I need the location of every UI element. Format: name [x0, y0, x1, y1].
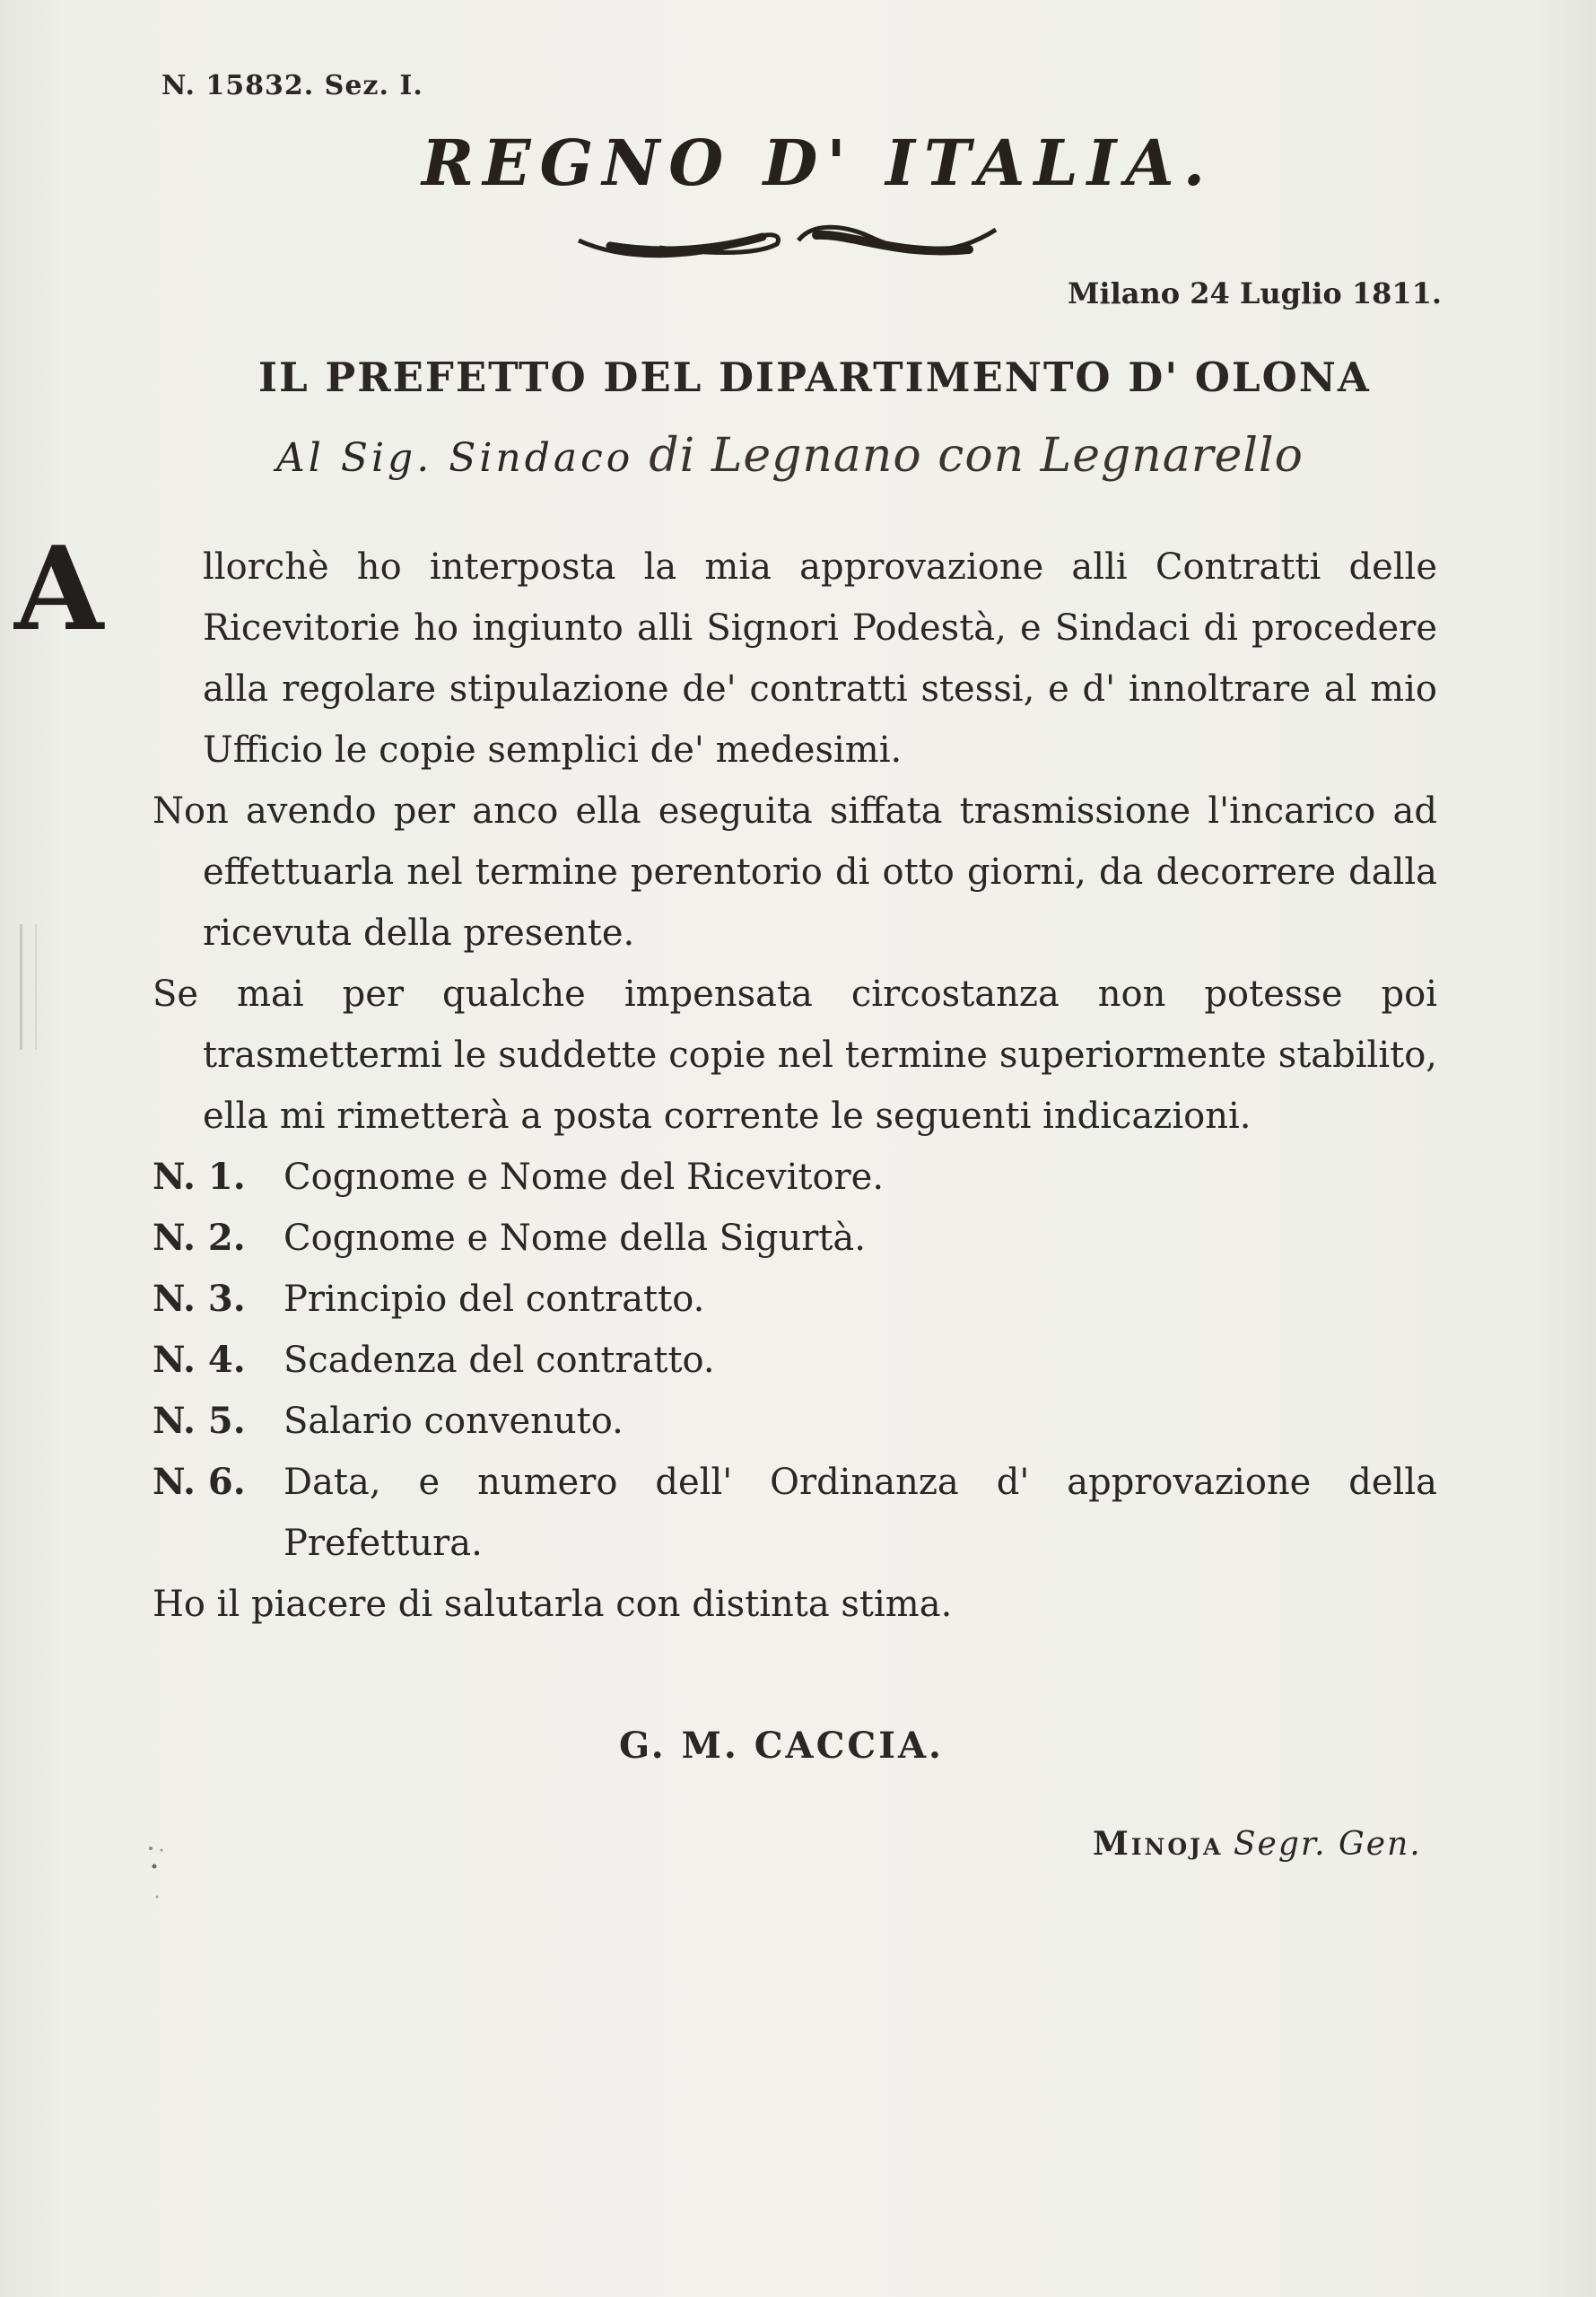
salutation-handwritten: di Legnano con Legnarello	[649, 429, 1304, 483]
paragraph-2: Non avendo per anco ella eseguita siffata trasmissione l'incarico ad effettuarla nel termine perentorio di otto giorni, da decorrere dalla ricevuta della presente.	[153, 790, 1437, 954]
paragraph-1: llorchè ho interposta la mia approvazione alli Contratti delle Ricevitorie ho ingiunto alli Signori Podestà, e Sindaci di procedere alla regolare stipulazione de' contratti stessi, e d' innoltrare al mio Ufficio le copie semplici de' medesimi.	[203, 546, 1437, 771]
paragraph-3: Se mai per qualche impensata circostanza non potesse poi trasmettermi le suddette copie nel termine superiormente stabilito, ella mi rimetterà a posta corrente le seguenti indicazioni.	[153, 974, 1437, 1137]
indications-list	[153, 1147, 1437, 1574]
list-item-number: N. 6.	[153, 1461, 246, 1503]
ink-speck-icon	[144, 1839, 179, 1911]
letter-body	[153, 537, 1437, 1635]
salutation-printed: Al Sig. Sindaco	[276, 435, 634, 481]
list-item-text: Principio del contratto.	[283, 1279, 705, 1320]
secretary-title: Segr. Gen.	[1233, 1826, 1422, 1863]
ornament-flourish-icon	[574, 214, 1005, 276]
secretary-name: Minoja	[1093, 1825, 1224, 1863]
list-item	[153, 1330, 1437, 1391]
list-item	[153, 1391, 1437, 1452]
list-item	[153, 1147, 1437, 1208]
list-item-text: Cognome e Nome del Ricevitore.	[283, 1157, 885, 1198]
list-item-text: Scadenza del contratto.	[283, 1340, 715, 1381]
list-item	[153, 1269, 1437, 1330]
prefect-title: IL PREFETTO DEL DIPARTIMENTO D' OLONA	[258, 354, 1371, 401]
protocol-number: N. 15832. Sez. I.	[161, 70, 423, 101]
list-item-number: N. 5.	[153, 1400, 246, 1442]
list-item	[153, 1208, 1437, 1269]
list-item	[153, 1452, 1437, 1574]
drop-cap: A	[14, 522, 104, 657]
secretary-line	[1093, 1825, 1422, 1863]
signature: G. M. CACCIA.	[619, 1725, 944, 1767]
salutation-line	[276, 429, 1304, 501]
list-item-number: N. 1.	[153, 1156, 246, 1198]
paper-fold-mark	[20, 924, 37, 1050]
list-item-text: Salario convenuto.	[283, 1401, 624, 1442]
date-line: Milano 24 Luglio 1811.	[1068, 276, 1443, 310]
list-item-number: N. 2.	[153, 1217, 246, 1259]
closing-line: Ho il piacere di salutarla con distinta stima.	[153, 1584, 953, 1625]
list-item-text: Data, e numero dell' Ordinanza d' approvazione della Prefettura.	[283, 1462, 1437, 1564]
kingdom-heading: REGNO D' ITALIA.	[422, 126, 1215, 200]
list-item-number: N. 4.	[153, 1339, 246, 1381]
list-item-number: N. 3.	[153, 1278, 246, 1320]
list-item-text: Cognome e Nome della Sigurtà.	[283, 1218, 866, 1259]
